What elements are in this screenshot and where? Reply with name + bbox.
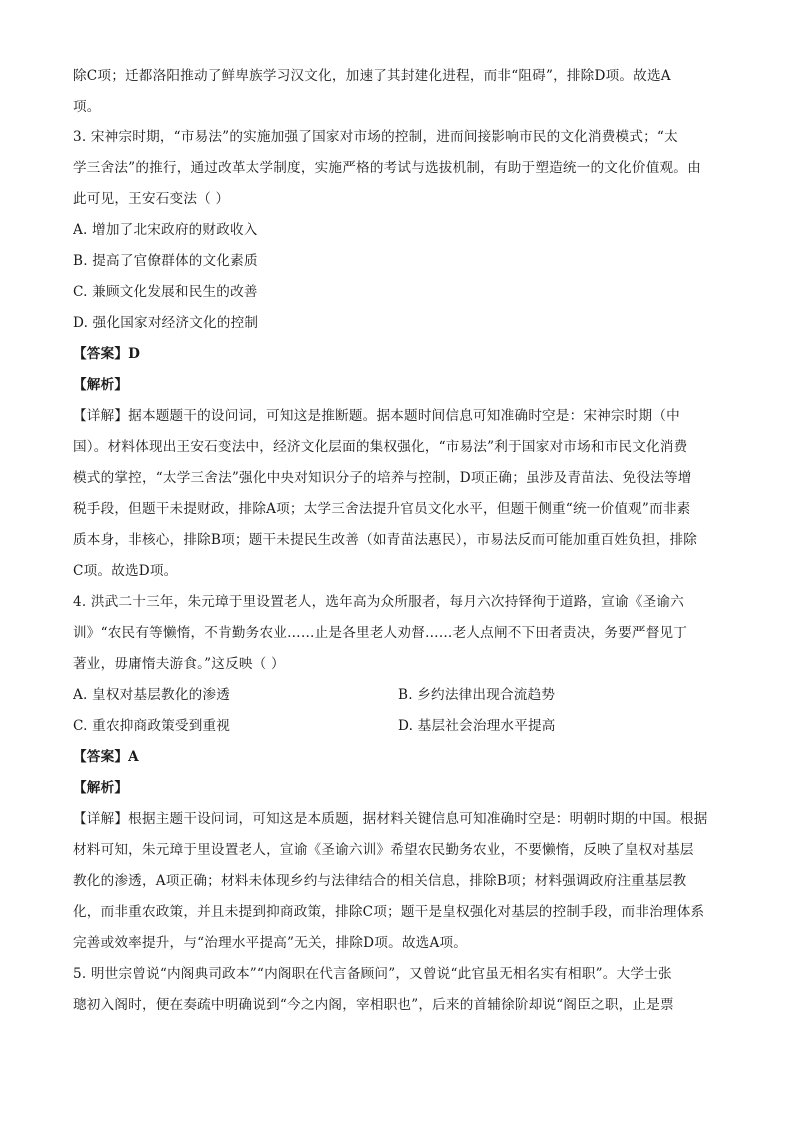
option-b: B. 提高了官僚群体的文化素质	[73, 253, 258, 269]
option-c: C. 重农抑商政策受到重视	[73, 718, 231, 734]
answer-label: 【答案】D	[73, 346, 141, 362]
text-line: 项。	[73, 99, 101, 115]
option-a: A. 皇权对基层教化的渗透	[73, 687, 230, 703]
explanation-line: 模式的掌控，“太学三舍法”强化中央对知识分子的培养与控制，D项正确；虽涉及青苗法、免役法等增	[73, 470, 692, 486]
option-d: D. 基层社会治理水平提高	[398, 718, 556, 734]
question-3-stem: 3. 宋神宗时期，“市易法”的实施加强了国家对市场的控制，进而间接影响市民的文化消费模式；“太	[73, 129, 678, 145]
question-4-stem: 4. 洪武二十三年，朱元璋于里设置老人，选年高为众所服者，每月六次持铎徇于道路，宣谕《圣谕六	[73, 594, 685, 610]
analysis-label: 【解析】	[73, 377, 129, 393]
explanation-line: C项。故选D项。	[73, 563, 178, 579]
explanation-line: 国）。材料体现出王安石变法中，经济文化层面的集权强化，“市易法”利于国家对市场和市民文化消费	[73, 439, 688, 455]
text-line: 著业，毋庸惰夫游食。”这反映（ ）	[73, 656, 285, 672]
explanation-line: 质本身，非核心，排除B项；题干未提民生改善（如青苗法惠民），市易法反而可能加重百姓负担，排除	[73, 532, 698, 548]
text-line: 训》“农民有等懒惰，不肯勤务农业……止是各里老人劝督……老人点闸不下田者责决，务要严督见丁	[73, 625, 688, 641]
option-a: A. 增加了北宋政府的财政收入	[73, 222, 258, 238]
option-d: D. 强化国家对经济文化的控制	[73, 315, 259, 331]
explanation-line: 完善或效率提升，与“治理水平提高”无关，排除D项。故选A项。	[73, 935, 468, 951]
explanation-line: 材料可知，朱元璋于里设置老人，宣谕《圣谕六训》希望农民勤务农业，不要懒惰，反映了皇权对基层	[73, 842, 694, 858]
explanation-line: 税手段，但题干未提财政，排除A项；太学三舍法提升官员文化水平，但题干侧重“统一价值观”而非素	[73, 501, 691, 517]
text-line: 此可见，王安石变法（ ）	[73, 191, 230, 207]
explanation-line: 教化的渗透，A项正确；材料未体现乡约与法律结合的相关信息，排除B项；材料强调政府注重基层教	[73, 873, 687, 889]
option-b: B. 乡约法律出现合流趋势	[398, 687, 556, 703]
text-line: 除C项；迁都洛阳推动了鲜卑族学习汉文化，加速了其封建化进程，而非“阻碍”，排除D项。故选A	[73, 68, 671, 84]
explanation-line: 【详解】根据主题干设问词，可知这是本质题，据材料关键信息可知准确时空是：明朝时期的中国。根据	[73, 811, 708, 827]
answer-label: 【答案】A	[73, 749, 139, 765]
question-5-stem: 5. 明世宗曾说“内阁典司政本”“内阁职在代言备顾问”，又曾说“此官虽无相名实有相职”。大学士张	[73, 966, 672, 982]
option-c: C. 兼顾文化发展和民生的改善	[73, 284, 258, 300]
explanation-line: 化，而非重农政策，并且未提到抑商政策，排除C项；题干是皇权强化对基层的控制手段，而非治理体系	[73, 904, 705, 920]
explanation-line: 【详解】据本题题干的设问词，可知这是推断题。据本题时间信息可知准确时空是：宋神宗时期（中	[73, 408, 680, 424]
text-line: 璁初入阁时，便在奏疏中明确说到“今之内阁，宰相职也”，后来的首辅徐阶却说“阁臣之职，止是票	[73, 997, 674, 1013]
analysis-label: 【解析】	[73, 780, 129, 796]
text-line: 学三舍法”的推行，通过改革太学制度，实施严格的考试与选拔机制，有助于塑造统一的文化价值观。由	[73, 160, 701, 176]
